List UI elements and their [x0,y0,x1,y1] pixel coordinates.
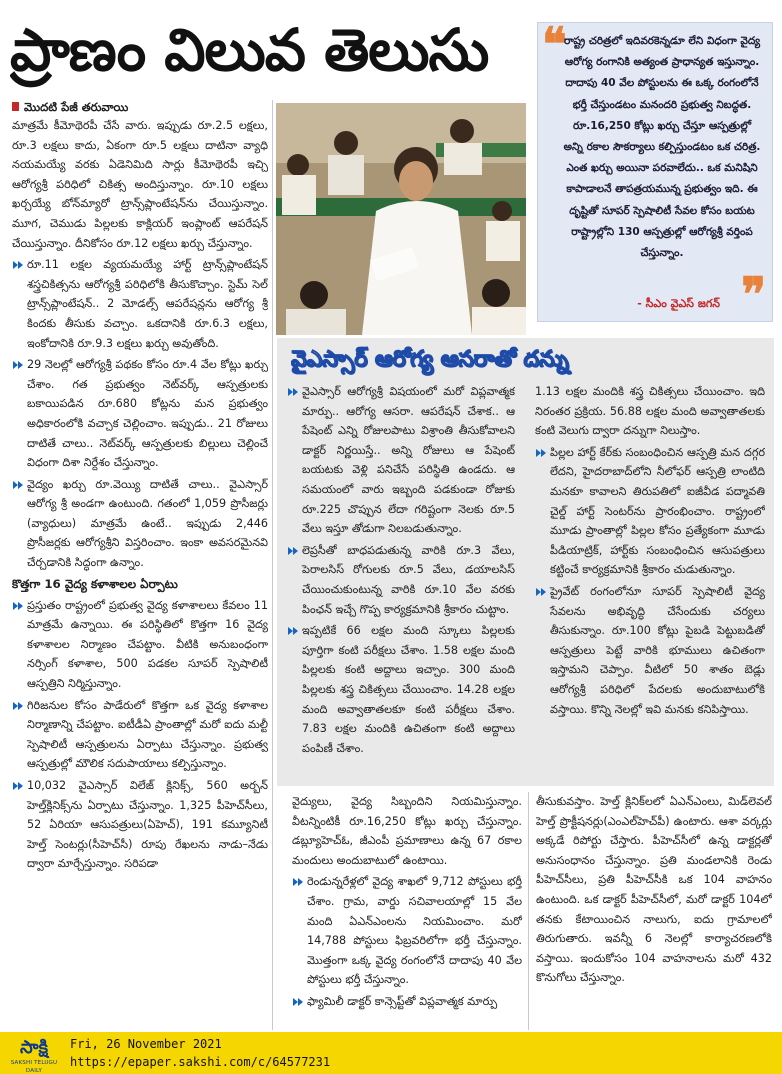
paragraph: గిరిజనుల కోసం పాడేరులో కొత్తగా ఒక వైద్య కళాశాల నిర్మాణాన్ని చేపట్టాం. ఐటీడీఏ ప్రాంతాల్లో మరో ఐదు మల్టీ స్పెషాలిటీ ఆస్పత్రులను ఏర్పాటు చేస్తున్నాం. ప్రభుత్వ ఆస్పత్రుల్లో మౌలిక సదుపాయాలు కల్పిస్తున్నాం. [12,696,268,774]
headline: ప్రాణం విలువ తెలుసు [10,16,489,84]
edition-date: Fri, 26 November 2021 [70,1037,222,1051]
paragraph: 29 నెలల్లో ఆరోగ్యశ్రీ పథకం కోసం రూ.4 వేల కోట్లు ఖర్చు చేశాం. గత ప్రభుత్వం నెట్‌వర్క్ ఆస్పత్రులకు బకాయిపడిన రూ.680 కోట్లను మన ప్రభుత్వం అధికారంలోకి వచ్చాక చెల్లించాం. ఇప్పుడు.. 21 రోజులు దాటితే చాలు.. నెట్‌వర్క్ ఆస్పత్రులకు బిల్లులు చెల్లించే విధంగా దిశా నిర్దేశం చేస్తున్నాం. [12,355,268,473]
paragraph: ఫ్యామిలీ డాక్టర్ కాన్సెప్ట్‌తో విప్లవాత్మక మార్పు [292,992,522,1012]
logo-subtitle: SAKSHI TELUGU DAILY [10,1060,58,1074]
paragraph: తీసుకువస్తాం. హెల్త్ క్లినిక్‌లలో ఏఎన్‌ఎంలు, మిడ్‌లెవల్ హెల్త్ ప్రొక్టీషనర్లు(ఎంఎల్‌హెచ్‌పీ) ఉంటారు. ఆశా వర్కర్లు అక్కడే రిపోర్టు చేస్తారు. పీహెచ్‌సీలో ఉన్న డాక్టర్లతో అనుసంధానం చేస్తున్నాం. ప్రతి మండలానికి రెండు పీహెచ్‌సీలు, ప్రతి పీహెచ్‌సీకి ఒక 104 వాహనం ఉంటుంది. ఒక డాక్టర్ పీహెచ్‌సీలో, మరో డాక్టర్ 104లో తనకు కేటాయించిన నాలుగు, ఐదు గ్రామాలలో తిరుగుతారు. ఇవన్నీ 6 నెలల్లో కార్యాచరణలోకి వస్తాయి. ఇందుకోసం 104 వాహనాలను మరో 432 కొనుగోలు చేస్తున్నాం. [536,795,772,985]
boxed-story-left-column [287,382,515,782]
continued-from-front-page: మొదటి పేజీ తరువాయి [12,98,268,116]
sakshi-logo [6,1037,62,1074]
subheading: కొత్తగా 16 వైద్య కళాశాలల ఏర్పాటు [12,576,178,591]
paragraph: రూ.11 లక్షల వ్యయమయ్యే హార్ట్ ట్రాన్స్‌ప్లాంటేషన్ శస్త్రచికిత్సను ఆరోగ్యశ్రీ పరిధిలోకి తీసుకొచ్చాం. స్టెమ్ సెల్ ట్రాన్స్‌ప్లాంటేషన్.. 2 మోడల్స్ ఆపరేషన్లను ఆరోగ్య శ్రీ కిందకు తీసుకు వచ్చాం. ఒకదానికి రూ.6.3 లక్షలు, ఇంకోదానికి రూ.9.3 లక్షలు ఖర్చు అవుతోంది. [12,255,268,353]
article-column-4 [536,792,772,1030]
paragraph: మాత్రమే కీమోథెరపీ చేసే వారు. ఇప్పుడు రూ.2.5 లక్షలు, రూ.3 లక్షలు కాదు, ఏకంగా రూ.5 లక్షలు దాటినా వ్యాధి నయమయ్యే వరకు ఏడెనిమిది సార్లు కీమోథెరపీ ఇచ్చి ఆరోగ్యశ్రీ పరిధిలో చికిత్స అందిస్తున్నాం. రూ.10 లక్షలు ఖర్చయ్యే బోన్‌మ్యారో ట్రాన్స్‌ప్లాంటేషన్‌ను చేయిస్తున్నాం. మూగ, చెముడు పిల్లలకు కాక్లియర్ ఇంప్లాంట్ ఆపరేషన్ చేయిస్తున్నాం. దీనికోసం రూ.12 లక్షలు ఖర్చు చేస్తున్నాం. [12,119,268,250]
quote-signature: - సీఎం వైఎస్ జగన్ [637,297,720,310]
column-rule [272,100,273,1030]
paragraph: ఇప్పటికే 66 లక్షల మంది స్కూలు పిల్లలకు పూర్తిగా కంటి పరీక్షలు చేశాం. 1.58 లక్షల మంది పిల్లలకు కంటి అద్దాలు ఇచ్చాం. 300 మంది పిల్లలకు శస్త్ర చికిత్సలు చేయించాం. 14.28 లక్షల మంది అవ్వాతాతలకూ కంటి పరీక్షలు చేశాం. 7.83 లక్షల మందికి ఉచితంగా కంటి అద్దాలు పంపిణీ చేశాం. [287,621,515,758]
boxed-story-right-column [535,382,765,782]
quote-box [537,17,773,322]
article-column-3 [292,792,522,1030]
news-photo [276,103,526,335]
footer-meta [70,1035,330,1071]
article-column-1 [12,98,268,1030]
paragraph: రెండున్నరేళ్లలో వైద్య శాఖలో 9,712 పోస్టులు భర్తీ చేశాం. గ్రామ, వార్డు సచివాలయాల్లో 15 వేల మంది ఏఎన్‌ఎంలను నియమించాం. మరో 14,788 పోస్టులు ఫిబ్రవరిలోగా భర్తీ చేస్తున్నాం. మొత్తంగా ఒక్క వైద్య రంగంలోనే దాదాపు 40 వేల పోస్టులు భర్తీ చేస్తున్నాం. [292,872,522,990]
logo-name: సాక్షి [20,1037,48,1058]
boxed-story [277,338,774,786]
column-rule [528,792,529,1030]
boxed-story-heading: వైఎస్సార్ ఆరోగ్య ఆసరాతో దన్ను [291,347,569,372]
paragraph: వైద్యం ఖర్చు రూ.వెయ్యి దాటితే చాలు.. వైఎస్సార్ ఆరోగ్య శ్రీ అండగా ఉంటుంది. గతంలో 1,059 ప్రొసీజర్లు (వ్యాధులు) మాత్రమే ఉంటే.. ఇప్పుడు 2,446 ప్రొసీజర్లకు ఆరోగ్యశ్రీని విస్తరించాం. ఇంకా అవసరమైనవి చేర్చడానికి సిద్ధంగా ఉన్నాం. [12,475,268,573]
close-quote-icon: ❞ [741,267,766,321]
paragraph: ప్రైవేట్ రంగంలోనూ సూపర్ స్పెషాలిటీ వైద్య సేవలను అభివృద్ధి చేసేందుకు చర్యలు తీసుకున్నాం. రూ.100 కోట్లు పైబడి పెట్టుబడితో ఆస్పత్రులు పెట్టే వారికి భూములు ఉచితంగా ఇస్తామని చెప్పాం. వీటిలో 50 శాతం బెడ్లు ఆరోగ్యశ్రీ పరిధిలో పేదలకు అందుబాటులోకి వస్తాయి. కొన్ని నెలల్లో ఇవి మనకు కనిపిస్తాయి. [535,582,765,719]
quote-text: రాష్ట్ర చరిత్రలో ఇదివరకెన్నడూ లేని విధంగా వైద్య ఆరోగ్య రంగానికి అత్యంత ప్రాధాన్యత ఇస్తున్నాం. దాదాపు 40 వేల పోస్టులను ఈ ఒక్క రంగంలోనే భర్తీ చేస్తుండటం మనందరి ప్రభుత్వ నిబద్ధత. రూ.16,250 కోట్లు ఖర్చు చేస్తూ ఆస్పత్రుల్లో అన్ని రకాల సౌకర్యాలు కల్పిస్తుండటం ఒక చరిత్ర. ఎంత ఖర్చు అయినా పరవాలేదు.. ఒక మనిషిని కాపాడాలనే తాపత్రయమున్న ప్రభుత్వం ఇది. ఈ దృష్టితో సూపర్ స్పెషాలిటీ సేవల కోసం బయట రాష్ట్రాల్లోని 130 ఆస్పత్రుల్లో ఆరోగ్యశ్రీ వర్తింప చేస్తున్నాం. [563,35,761,260]
paragraph: 10,032 వైఎస్సార్ విలేజ్ క్లినిక్స్, 560 అర్బన్ హెల్త్‌క్లినిక్స్‌ను ఏర్పాటు చేస్తున్నాం. 1,325 పీహెచ్‌సీలు, 52 ఏరియా ఆసుపత్రులు(ఏహెచ్), 191 కమ్యూనిటీ హెల్త్ సెంటర్లు(సీహెచ్‌సీ) రూపు రేఖలను నాడు–నేడు ద్వారా మార్చేస్తున్నాం. సరిపడా [12,776,268,874]
paragraph: వైఎస్సార్ ఆరోగ్యశ్రీ విషయంలో మరో విప్లవాత్మక మార్పు.. ఆరోగ్య ఆసరా. ఆపరేషన్ చేశాక.. ఆ పేషెంట్ ఎన్ని రోజులపాటు విశ్రాంతి తీసుకోవాలని డాక్టర్ నిర్ణయిస్తే.. అన్ని రోజులు ఆ పేషెంట్ బయటకు వెళ్లి పనిచేసే పరిస్థితి ఉండదు. ఆ సమయంలో వారు ఇబ్బంది పడకుండా రోజుకు రూ.225 చొప్పున లేదా గరిష్టంగా నెలకు రూ.5 వేలు ఇస్తూ తోడుగా నిలబడుతున్నాం. [287,382,515,539]
paragraph: పిల్లల హార్ట్ కేర్‌కు సంబంధించిన ఆస్పత్రి మన దగ్గర లేదని, హైదరాబాద్‌లోని నీలోఫర్ ఆస్పత్రి లాంటిది మనకూ కావాలని తిరుపతిలో ఐజీవీడ పద్మావతి చైల్డ్ హార్ట్ సెంటర్‌ను ప్రారంభించాం. రాష్ట్రంలో మూడు ప్రాంతాల్లో పిల్లల కోసం ప్రత్యేకంగా మూడు పీడియాట్రిక్, హార్ట్‌కు సంబంధించిన ఆసుపత్రులు కట్టించే కార్యక్రమానికి శ్రీకారం చుడుతున్నాం. [535,443,765,580]
paragraph: లెప్రసీతో బాధపడుతున్న వారికి రూ.3 వేలు, పెరాలసిస్ రోగులకు రూ.5 వేలు, డయాలసిస్ చేయించుకుంటున్న వారికి రూ.10 వేల వరకు పింఛన్ ఇచ్చే గొప్ప కార్యక్రమానికి శ్రీకారం చుట్టాం. [287,541,515,619]
edition-url[interactable]: https://epaper.sakshi.com/c/64577231 [70,1055,331,1069]
footer-bar [0,1032,782,1074]
paragraph: 1.13 లక్షల మందికి శస్త్ర చికిత్సలు చేయించాం. ఇది నిరంతర ప్రక్రియ. 56.88 లక్షల మంది అవ్వాతాతలకు కంటి వెలుగు ద్వారా దన్నుగా నిలుస్తాం. [535,385,765,438]
paragraph: వైద్యులు, వైద్య సిబ్బందిని నియమిస్తున్నాం. వీటన్నింటికీ రూ.16,250 కోట్లు ఖర్చు చేస్తున్నాం. డబ్ల్యూహెచ్‌ఓ, జీఎంపీ ప్రమాణాలు ఉన్న 67 రకాల మందులు అందుబాటులో ఉంటాయి. [292,795,522,867]
open-quote-icon: ❝ [542,17,567,71]
photo-illustration [276,103,526,335]
paragraph: ప్రస్తుతం రాష్ట్రంలో ప్రభుత్వ వైద్య కళాశాలలు కేవలం 11 మాత్రమే ఉన్నాయి. ఈ పరిస్థితిలో కొత్తగా 16 వైద్య కళాశాలల నిర్మాణం చేపట్టాం. వీటికి అనుబంధంగా నర్సింగ్ కళాశాల, 500 పడకల సూపర్ స్పెషాలిటీ ఆస్పత్రిని నిర్మిస్తున్నాం. [12,596,268,694]
